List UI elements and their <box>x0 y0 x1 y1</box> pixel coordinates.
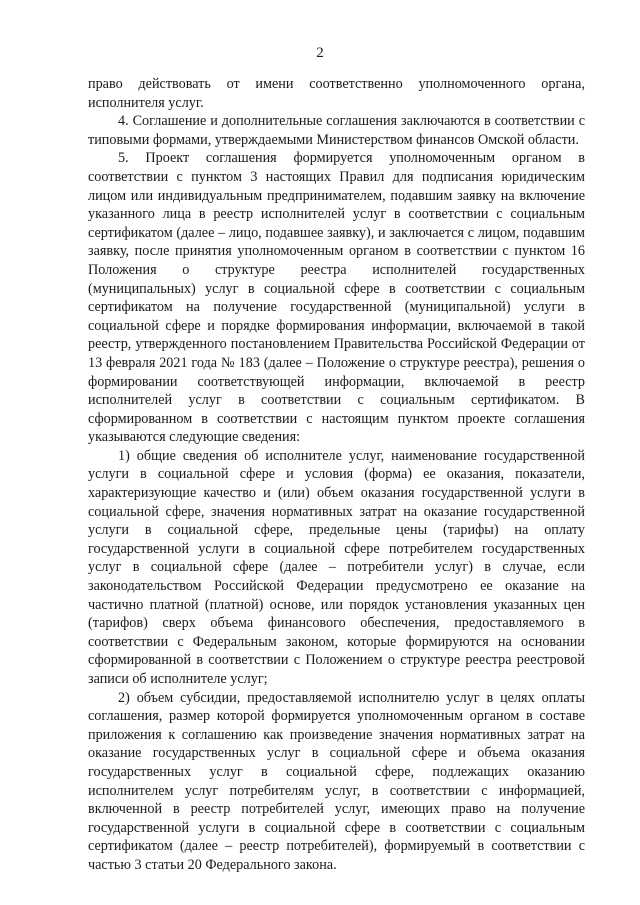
paragraph: 1) общие сведения об исполнителе услуг, наименование государственной услуги в социальной сфере и условия (форма) ее оказания, показатели, характеризующие качество и (или) объем оказания государственной услуги в социальной сфере, значения нормативных затрат на оказание государственной услуги в социальной сфере, предельные цены (тарифы) на оплату государственной услуги в социальной сфере потребителем государственных услуг в социальной сфере (далее – потребители услуг) в случае, если законодательством Российской Федерации предусмотрено ее оказание на частично платной (платной) основе, или порядок установления указанных цен (тарифов) сверх объема финансового обеспечения, предоставляемого в соответствии с Федеральным законом, которые формируются на основании сформированной в соответствии с Положением о структуре реестра реестровой записи об исполнителе услуг; <box>88 447 585 687</box>
paragraph: 2) объем субсидии, предоставляемой исполнителю услуг в целях оплаты соглашения, размер которой формируется уполномоченным органом в составе приложения к соглашению как произведение значения нормативных затрат на оказание государственных услуг в социальной сфере и объема оказания государственных услуг в социальной сфере, подлежащих оказанию исполнителем услуг потребителям услуг, в соответствии с информацией, включенной в реестр потребителей услуг, имеющих право на получение государственной услуги в социальной сфере в соответствии с социальным сертификатом (далее – реестр потребителей), формируемый в соответствии с частью 3 статьи 20 Федерального закона. <box>88 689 585 873</box>
paragraph: 4. Соглашение и дополнительные соглашения заключаются в соответствии с типовыми формами, утверждаемыми Министерством финансов Омской области. <box>88 113 585 148</box>
paragraph: право действовать от имени соответственно уполномоченного органа, исполнителя услуг. <box>88 76 585 111</box>
page-number: 2 <box>316 45 324 61</box>
paragraph: 5. Проект соглашения формируется уполномоченным органом в соответствии с пунктом 3 настоящих Правил для подписания юридическим лицом или индивидуальным предпринимателем, подавшим заявку на включение указанного лица в реестр исполнителей услуг в соответствии с социальным сертификатом (далее – лицо, подавшее заявку), и заключается с лицом, подавшим заявку, после принятия уполномоченным органом в соответствии с пунктом 16 Положения о структуре реестра исполнителей государственных (муниципальных) услуг в социальной сфере в соответствии с социальным сертификатом на получение государственной (муниципальной) услуги в социальной сфере и порядке формирования информации, включаемой в такой реестр, утвержденного постановлением Правительства Российской Федерации от 13 февраля 2021 года № 183 (далее – Положение о структуре реестра), решения о формировании соответствующей информации, включаемой в реестр исполнителей услуг в соответствии с социальным сертификатом. В сформированном в соответствии с настоящим пунктом проекте соглашения указываются следующие сведения: <box>88 150 585 446</box>
document-body <box>88 75 585 875</box>
